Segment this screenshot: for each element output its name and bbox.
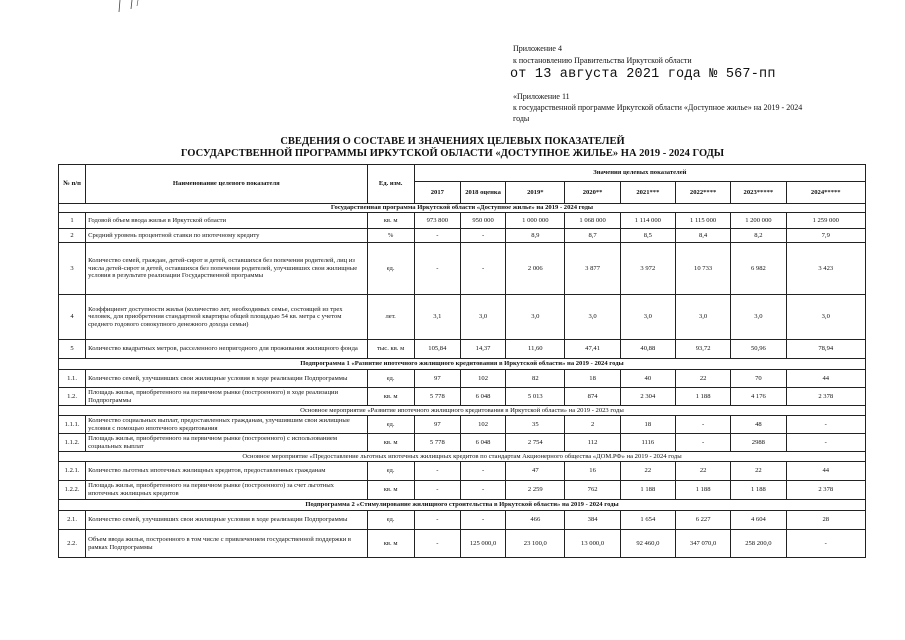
indicator-name: Количество семей, граждан, детей-сирот и детей, оставшихся без попечения родителей, лиц из числа детей-сирот и детей, оставшихся без попечения родителей, улучшивших свои жилищные условия в результате реализации Государственной программы xyxy=(86,243,367,295)
value-cell: 11,60 xyxy=(506,340,565,359)
col-year-header: 2024***** xyxy=(786,182,865,204)
value-cell: 8,9 xyxy=(506,229,565,243)
program-reference: к государственной программе Иркутской области «Доступное жилье» на 2019 - 2024 xyxy=(513,103,803,112)
value-cell: 6 227 xyxy=(675,511,730,530)
row-number: 1.2. xyxy=(59,388,86,406)
col-year-header: 2023***** xyxy=(731,182,786,204)
value-cell: 93,72 xyxy=(675,340,730,359)
row-number: 2.2. xyxy=(59,530,86,558)
value-cell: 1 188 xyxy=(731,481,786,500)
col-name-header: Наименование целевого показателя xyxy=(86,165,367,204)
value-cell: 102 xyxy=(460,370,505,388)
table-row xyxy=(59,511,866,530)
value-cell: 7,9 xyxy=(786,229,865,243)
table-row xyxy=(59,434,866,452)
col-values-group-header: Значения целевых показателей xyxy=(414,165,865,182)
col-year-header: 2022**** xyxy=(675,182,730,204)
value-cell: 22 xyxy=(675,462,730,481)
section-row xyxy=(59,452,866,462)
row-number: 2 xyxy=(59,229,86,243)
value-cell: 8,4 xyxy=(675,229,730,243)
value-cell: 97 xyxy=(414,416,460,434)
program-reference-cont: годы xyxy=(513,114,530,123)
value-cell: 6 982 xyxy=(731,243,786,295)
value-cell: - xyxy=(460,481,505,500)
value-cell: 8,5 xyxy=(620,229,675,243)
value-cell: 2 754 xyxy=(506,434,565,452)
section-title: Подпрограмма 2 «Стимулирование жилищного строительства в Иркутской области» на 2019 - 2024 годы xyxy=(59,500,866,511)
unit-cell: % xyxy=(367,229,414,243)
value-cell: 44 xyxy=(786,370,865,388)
value-cell: 3,1 xyxy=(414,295,460,340)
row-number: 1 xyxy=(59,213,86,229)
value-cell: 8,2 xyxy=(731,229,786,243)
value-cell: 10 733 xyxy=(675,243,730,295)
value-cell: 2 378 xyxy=(786,481,865,500)
value-cell: 874 xyxy=(565,388,620,406)
value-cell: 6 048 xyxy=(460,388,505,406)
value-cell: - xyxy=(675,416,730,434)
value-cell: 1 115 000 xyxy=(675,213,730,229)
row-number: 5 xyxy=(59,340,86,359)
indicator-name: Количество семей, улучшивших свои жилищные условия в ходе реализации Подпрограммы xyxy=(86,370,367,388)
value-cell: 2 259 xyxy=(506,481,565,500)
value-cell: - xyxy=(414,530,460,558)
col-year-header: 2017 xyxy=(414,182,460,204)
section-row xyxy=(59,406,866,416)
value-cell: - xyxy=(414,481,460,500)
value-cell: 1 188 xyxy=(675,481,730,500)
unit-cell: кв. м xyxy=(367,388,414,406)
value-cell: 4 176 xyxy=(731,388,786,406)
value-cell: 22 xyxy=(731,462,786,481)
value-cell: 3 877 xyxy=(565,243,620,295)
table-row xyxy=(59,229,866,243)
indicators-table xyxy=(58,164,866,558)
indicator-name: Площадь жилья, приобретенного на первичном рынке (построенного) с использованием социальных выплат xyxy=(86,434,367,452)
value-cell: - xyxy=(414,243,460,295)
value-cell: 1 068 000 xyxy=(565,213,620,229)
value-cell: - xyxy=(460,229,505,243)
indicator-name: Площадь жилья, приобретенного на первичном рынке (построенного) в ходе реализации Подпрограммы xyxy=(86,388,367,406)
col-year-header: 2019* xyxy=(506,182,565,204)
unit-cell: кв. м xyxy=(367,434,414,452)
value-cell: 13 000,0 xyxy=(565,530,620,558)
value-cell: 97 xyxy=(414,370,460,388)
row-number: 4 xyxy=(59,295,86,340)
value-cell: 4 604 xyxy=(731,511,786,530)
value-cell: 48 xyxy=(731,416,786,434)
unit-cell: кв. м xyxy=(367,530,414,558)
indicator-name: Площадь жилья, приобретенного на первичном рынке (построенного) за счет льготных ипотечных жилищных кредитов xyxy=(86,481,367,500)
table-row xyxy=(59,243,866,295)
appendix-label: Приложение 4 xyxy=(513,44,562,53)
col-number-header: № п/п xyxy=(59,165,86,204)
value-cell: 3 972 xyxy=(620,243,675,295)
indicator-name: Количество семей, улучшивших свои жилищные условия в ходе реализации Подпрограммы xyxy=(86,511,367,530)
value-cell: 22 xyxy=(620,462,675,481)
col-unit-header: Ед. изм. xyxy=(367,165,414,204)
value-cell: 3,0 xyxy=(565,295,620,340)
value-cell: 16 xyxy=(565,462,620,481)
indicator-name: Объем ввода жилья, построенного в том числе с привлечением государственной поддержки в рамках Подпрограммы xyxy=(86,530,367,558)
section-title: Государственная программа Иркутской области «Доступное жилье» на 2019 - 2024 годы xyxy=(59,204,866,213)
table-row xyxy=(59,213,866,229)
value-cell: 22 xyxy=(675,370,730,388)
value-cell: 3,0 xyxy=(786,295,865,340)
row-number: 1.1. xyxy=(59,370,86,388)
value-cell: 384 xyxy=(565,511,620,530)
value-cell: 762 xyxy=(565,481,620,500)
value-cell: 78,94 xyxy=(786,340,865,359)
value-cell: 1116 xyxy=(620,434,675,452)
value-cell: - xyxy=(414,511,460,530)
value-cell: 6 048 xyxy=(460,434,505,452)
row-number: 1.2.2. xyxy=(59,481,86,500)
value-cell: 92 460,0 xyxy=(620,530,675,558)
resolution-reference: к постановлению Правительства Иркутской области xyxy=(513,56,692,65)
unit-cell: ед. xyxy=(367,370,414,388)
value-cell: - xyxy=(460,243,505,295)
value-cell: 50,96 xyxy=(731,340,786,359)
value-cell: 47 xyxy=(506,462,565,481)
section-title: Подпрограмма 1 «Развитие ипотечного жилищного кредитования в Иркутской области» на 2019 - 2024 годы xyxy=(59,359,866,370)
value-cell: 70 xyxy=(731,370,786,388)
value-cell: 18 xyxy=(565,370,620,388)
value-cell: 2988 xyxy=(731,434,786,452)
value-cell: - xyxy=(414,462,460,481)
document-title-line1: СВЕДЕНИЯ О СОСТАВЕ И ЗНАЧЕНИЯХ ЦЕЛЕВЫХ ПОКАЗАТЕЛЕЙ xyxy=(280,136,625,147)
value-cell: - xyxy=(786,416,865,434)
value-cell: - xyxy=(460,511,505,530)
value-cell: 973 800 xyxy=(414,213,460,229)
value-cell: 258 200,0 xyxy=(731,530,786,558)
value-cell: 1 200 000 xyxy=(731,213,786,229)
table-row xyxy=(59,340,866,359)
unit-cell: кв. м xyxy=(367,213,414,229)
appendix-11-label: «Приложение 11 xyxy=(513,92,570,101)
value-cell: 466 xyxy=(506,511,565,530)
value-cell: 3,0 xyxy=(731,295,786,340)
unit-cell: тыс. кв. м xyxy=(367,340,414,359)
col-year-header: 2020** xyxy=(565,182,620,204)
value-cell: 125 000,0 xyxy=(460,530,505,558)
value-cell: 112 xyxy=(565,434,620,452)
unit-cell: ед. xyxy=(367,462,414,481)
value-cell: 1 114 000 xyxy=(620,213,675,229)
value-cell: 82 xyxy=(506,370,565,388)
value-cell: 3,0 xyxy=(506,295,565,340)
table-row xyxy=(59,388,866,406)
value-cell: - xyxy=(414,229,460,243)
table-row xyxy=(59,481,866,500)
value-cell: 3,0 xyxy=(460,295,505,340)
value-cell: 1 259 000 xyxy=(786,213,865,229)
indicator-name: Количество квадратных метров, расселенного непригодного для проживания жилищного фонда xyxy=(86,340,367,359)
indicator-name: Средний уровень процентной ставки по ипотечному кредиту xyxy=(86,229,367,243)
value-cell: 950 000 xyxy=(460,213,505,229)
value-cell: 105,84 xyxy=(414,340,460,359)
value-cell: 2 378 xyxy=(786,388,865,406)
order-date-number: от 13 августа 2021 года № 567-пп xyxy=(510,67,776,82)
value-cell: - xyxy=(675,434,730,452)
value-cell: 5 778 xyxy=(414,388,460,406)
indicator-name: Количество социальных выплат, предоставленных гражданам, улучшившим свои жилищные условия с помощью ипотечного кредитования xyxy=(86,416,367,434)
value-cell: 3,0 xyxy=(675,295,730,340)
row-number: 1.1.2. xyxy=(59,434,86,452)
row-number: 1.1.1. xyxy=(59,416,86,434)
table-body xyxy=(59,204,866,558)
value-cell: 5 013 xyxy=(506,388,565,406)
value-cell: 28 xyxy=(786,511,865,530)
value-cell: 40,88 xyxy=(620,340,675,359)
unit-cell: лет. xyxy=(367,295,414,340)
value-cell: 18 xyxy=(620,416,675,434)
row-number: 3 xyxy=(59,243,86,295)
value-cell: 47,41 xyxy=(565,340,620,359)
section-title: Основное мероприятие «Развитие ипотечного жилищного кредитования в Иркутской области» на 2019 - 2023 годы xyxy=(59,406,866,416)
unit-cell: кв. м xyxy=(367,481,414,500)
value-cell: 14,37 xyxy=(460,340,505,359)
indicator-name: Коэффициент доступности жилья (количество лет, необходимых семье, состоящей из трех человек, для приобретения стандартной квартиры общей площадью 54 кв. метра с учетом среднего годового совокупного денежного дохода семьи) xyxy=(86,295,367,340)
unit-cell: ед. xyxy=(367,511,414,530)
section-title: Основное мероприятие «Предоставление льготных ипотечных жилищных кредитов по стандартам Акционерного общества «ДОМ.РФ» на 2019 - 2024 годы xyxy=(59,452,866,462)
table-row xyxy=(59,530,866,558)
unit-cell: ед. xyxy=(367,416,414,434)
value-cell: 35 xyxy=(506,416,565,434)
section-row xyxy=(59,500,866,511)
table-row xyxy=(59,462,866,481)
value-cell: 347 070,0 xyxy=(675,530,730,558)
value-cell: - xyxy=(786,530,865,558)
row-number: 2.1. xyxy=(59,511,86,530)
document-title-line2: ГОСУДАРСТВЕННОЙ ПРОГРАММЫ ИРКУТСКОЙ ОБЛАСТИ «ДОСТУПНОЕ ЖИЛЬЕ» НА 2019 - 2024 ГОДЫ xyxy=(180,148,725,159)
value-cell: 2 xyxy=(565,416,620,434)
indicator-name: Количество льготных ипотечных жилищных кредитов, предоставленных гражданам xyxy=(86,462,367,481)
value-cell: 8,7 xyxy=(565,229,620,243)
table-row xyxy=(59,416,866,434)
value-cell: 3,0 xyxy=(620,295,675,340)
value-cell: 2 304 xyxy=(620,388,675,406)
value-cell: 1 188 xyxy=(620,481,675,500)
unit-cell: ед. xyxy=(367,243,414,295)
col-year-header: 2018 оценка xyxy=(460,182,505,204)
section-row xyxy=(59,204,866,213)
table-row xyxy=(59,370,866,388)
section-row xyxy=(59,359,866,370)
indicator-name: Годовой объем ввода жилья в Иркутской области xyxy=(86,213,367,229)
value-cell: 1 188 xyxy=(675,388,730,406)
value-cell: 2 006 xyxy=(506,243,565,295)
value-cell: 1 654 xyxy=(620,511,675,530)
table-row xyxy=(59,295,866,340)
value-cell: 5 778 xyxy=(414,434,460,452)
value-cell: - xyxy=(786,434,865,452)
scan-artifact-marks xyxy=(118,0,148,14)
value-cell: 44 xyxy=(786,462,865,481)
value-cell: - xyxy=(460,462,505,481)
value-cell: 3 423 xyxy=(786,243,865,295)
value-cell: 102 xyxy=(460,416,505,434)
value-cell: 1 000 000 xyxy=(506,213,565,229)
col-year-header: 2021*** xyxy=(620,182,675,204)
value-cell: 23 100,0 xyxy=(506,530,565,558)
row-number: 1.2.1. xyxy=(59,462,86,481)
value-cell: 40 xyxy=(620,370,675,388)
